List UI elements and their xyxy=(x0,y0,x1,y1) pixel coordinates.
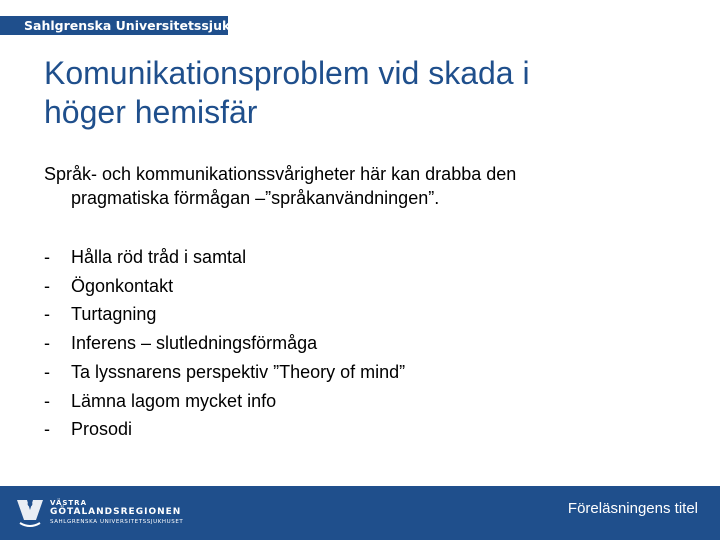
list-item xyxy=(44,272,684,301)
bullet-dash: - xyxy=(44,419,50,440)
logo-line-2: GÖTALANDSREGIONEN xyxy=(50,507,182,517)
intro-line-1: Språk- och kommunikationssvårigheter här kan drabba den xyxy=(44,164,517,184)
bullet-dash: - xyxy=(44,390,50,411)
bullet-dash: - xyxy=(44,247,50,267)
logo-wordmark xyxy=(50,499,183,526)
bullet-dash: - xyxy=(44,275,50,296)
organization-header: Sahlgrenska Universitetssjukhuset xyxy=(0,16,228,35)
bullet-text: Inferens – slutledningsförmåga xyxy=(71,333,318,354)
list-item xyxy=(44,387,684,416)
slide-title-line-1: Komunikationsproblem vid skada i xyxy=(44,55,530,91)
bullet-dash: - xyxy=(44,333,50,354)
footer-bar xyxy=(0,486,720,540)
bullet-text: Lämna lagom mycket info xyxy=(71,390,277,411)
slide-title-line-2: höger hemisfär xyxy=(44,94,258,130)
bullet-text: Ta lyssnarens perspektiv ”Theory of mind” xyxy=(71,361,406,382)
logo-line-3: SAHLGRENSKA UNIVERSITETSSJUKHUSET xyxy=(50,519,184,525)
presentation-title: Föreläsningens titel xyxy=(567,500,698,517)
bullet-dash: - xyxy=(44,304,50,325)
organization-logo xyxy=(14,496,214,536)
list-item xyxy=(44,329,684,358)
bullet-text: Prosodi xyxy=(71,419,133,440)
list-item xyxy=(44,300,684,329)
list-item xyxy=(44,358,684,387)
list-item xyxy=(44,243,684,272)
intro-line-2: pragmatiska förmågan –”språkanvändningen”. xyxy=(71,188,440,208)
slide-title xyxy=(44,54,684,132)
bullet-dash: - xyxy=(44,361,50,382)
bullet-text: Hålla röd tråd i samtal xyxy=(71,247,247,267)
bullet-list xyxy=(44,243,684,444)
list-item xyxy=(44,415,684,444)
intro-paragraph xyxy=(44,162,684,210)
bullet-text: Turtagning xyxy=(71,304,157,325)
logo-line-1: VÄSTRA xyxy=(50,499,87,507)
bullet-text: Ögonkontakt xyxy=(71,275,174,296)
vgr-logo-icon xyxy=(14,496,46,530)
